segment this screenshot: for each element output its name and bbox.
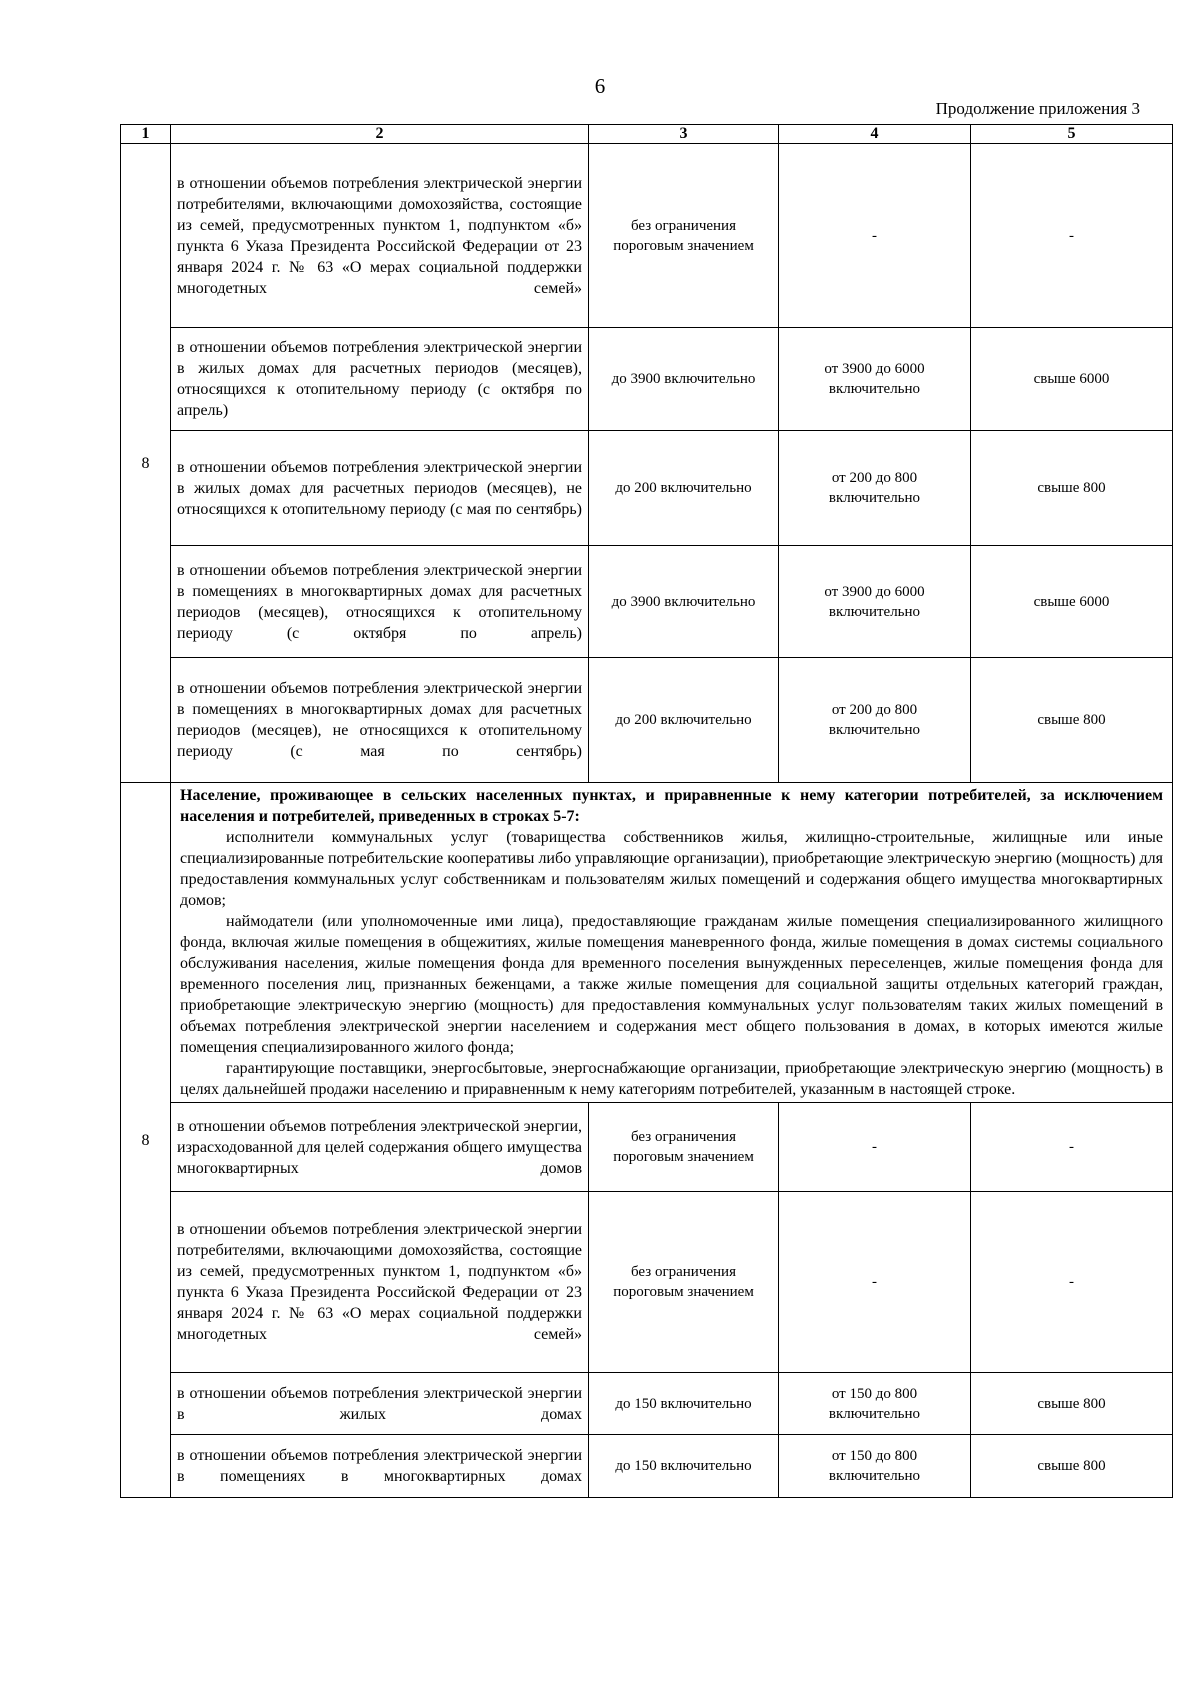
threshold-high: свыше 800	[971, 1435, 1173, 1498]
group-paragraph: гарантирующие поставщики, энергосбытовые, энергоснабжающие организации, приобретающие электрическую энергию (мощность) в целях дальнейшей продажи населению и приравненным к нему категориям потребителей, указанным в настоящей строке.	[180, 1060, 1163, 1098]
row-description: в отношении объемов потребления электрической энергии в жилых домах для расчетных периодов (месяцев), относящихся к отопительному периоду (с октября по апрель)	[171, 328, 589, 431]
row-description: в отношении объемов потребления электрической энергии в жилых домах для расчетных периодов (месяцев), не относящихся к отопительному периоду (с мая по сентябрь)	[171, 431, 589, 546]
header-row	[121, 125, 1173, 144]
threshold-low: без ограничения пороговым значением	[589, 1192, 779, 1373]
row-description: в отношении объемов потребления электрической энергии в помещениях в многоквартирных домах	[171, 1435, 589, 1498]
table-row	[121, 546, 1173, 658]
row-description: в отношении объемов потребления электрической энергии в жилых домах	[171, 1373, 589, 1435]
threshold-high: свыше 800	[971, 658, 1173, 783]
group-paragraph: наймодатели (или уполномоченные ими лица), предоставляющие гражданам жилые помещения специализированного жилищного фонда, включая жилые помещения в общежитиях, жилые помещения маневренного фонда, жилые помещения в домах системы социального обслуживания населения, жилые помещения фонда для временного поселения вынужденных переселенцев, жилые помещения фонда для временного поселения лиц, признанных беженцами, а также жилые помещения для социальной защиты отдельных категорий граждан, приобретающие электрическую энергию (мощность) для предоставления коммунальных услуг пользователям таких жилых помещений в объемах потребления электрической энергии населением и содержания мест общего пользования в домах, в которых имеются жилые помещения специализированного жилого фонда;	[180, 913, 1163, 1056]
threshold-low: до 200 включительно	[589, 431, 779, 546]
threshold-mid: -	[779, 1103, 971, 1192]
row-description: в отношении объемов потребления электрической энергии в помещениях в многоквартирных домах для расчетных периодов (месяцев), не относящихся к отопительному периоду (с мая по сентябрь)	[171, 658, 589, 783]
group-title: Население, проживающее в сельских населенных пунктах, и приравненные к нему категории потребителей, за исключением населения и потребителей, приведенных в строках 5-7:	[180, 787, 1163, 825]
page-number: 6	[594, 74, 606, 98]
threshold-low: до 3900 включительно	[589, 328, 779, 431]
threshold-low: без ограничения пороговым значением	[589, 144, 779, 328]
threshold-mid: -	[779, 1192, 971, 1373]
table-row	[121, 431, 1173, 546]
threshold-high: свыше 6000	[971, 328, 1173, 431]
column-header-3: 3	[589, 125, 779, 144]
threshold-low: без ограничения пороговым значением	[589, 1103, 779, 1192]
threshold-mid: от 150 до 800 включительно	[779, 1373, 971, 1435]
threshold-mid: -	[779, 144, 971, 328]
threshold-low: до 150 включительно	[589, 1373, 779, 1435]
table-row	[121, 1103, 1173, 1192]
row-description: в отношении объемов потребления электрической энергии потребителями, включающими домохозяйства, состоящие из семей, предусмотренных пунктом 1, подпунктом «б» пункта 6 Указа Президента Российской Федерации от 23 января 2024 г. № 63 «О мерах социальной поддержки многодетных семей»	[171, 144, 589, 328]
threshold-high: -	[971, 1192, 1173, 1373]
threshold-low: до 200 включительно	[589, 658, 779, 783]
threshold-high: свыше 6000	[971, 546, 1173, 658]
threshold-mid: от 150 до 800 включительно	[779, 1435, 971, 1498]
threshold-high: -	[971, 144, 1173, 328]
row-description: в отношении объемов потребления электрической энергии, израсходованной для целей содержания общего имущества многоквартирных домов	[171, 1103, 589, 1192]
row-number: 8	[121, 783, 171, 1498]
table-row	[121, 328, 1173, 431]
row-number: 8	[121, 144, 171, 783]
group-description	[171, 783, 1173, 1103]
continuation-label: Продолжение приложения 3	[935, 99, 1140, 118]
table-row	[121, 144, 1173, 328]
group-paragraph: исполнители коммунальных услуг (товарищества собственников жилья, жилищно-строительные, жилищные или иные специализированные потребительские кооперативы либо управляющие организации), приобретающие электрическую энергию (мощность) для предоставления коммунальных услуг собственникам и пользователям жилых помещений и содержания общего имущества многоквартирных домов;	[180, 829, 1163, 909]
threshold-mid: от 200 до 800 включительно	[779, 431, 971, 546]
column-header-4: 4	[779, 125, 971, 144]
threshold-low: до 150 включительно	[589, 1435, 779, 1498]
row-description: в отношении объемов потребления электрической энергии в помещениях в многоквартирных домах для расчетных периодов (месяцев), относящихся к отопительному периоду (с октября по апрель)	[171, 546, 589, 658]
column-header-5: 5	[971, 125, 1173, 144]
column-header-2: 2	[171, 125, 589, 144]
group-row	[121, 783, 1173, 1103]
threshold-mid: от 3900 до 6000 включительно	[779, 328, 971, 431]
column-header-1: 1	[121, 125, 171, 144]
threshold-low: до 3900 включительно	[589, 546, 779, 658]
table-row	[121, 658, 1173, 783]
table-row	[121, 1192, 1173, 1373]
table-row	[121, 1373, 1173, 1435]
threshold-high: свыше 800	[971, 431, 1173, 546]
threshold-mid: от 200 до 800 включительно	[779, 658, 971, 783]
threshold-high: свыше 800	[971, 1373, 1173, 1435]
threshold-high: -	[971, 1103, 1173, 1192]
tariff-table	[120, 124, 1173, 1498]
row-description: в отношении объемов потребления электрической энергии потребителями, включающими домохозяйства, состоящие из семей, предусмотренных пунктом 1, подпунктом «б» пункта 6 Указа Президента Российской Федерации от 23 января 2024 г. № 63 «О мерах социальной поддержки многодетных семей»	[171, 1192, 589, 1373]
threshold-mid: от 3900 до 6000 включительно	[779, 546, 971, 658]
table-row	[121, 1435, 1173, 1498]
